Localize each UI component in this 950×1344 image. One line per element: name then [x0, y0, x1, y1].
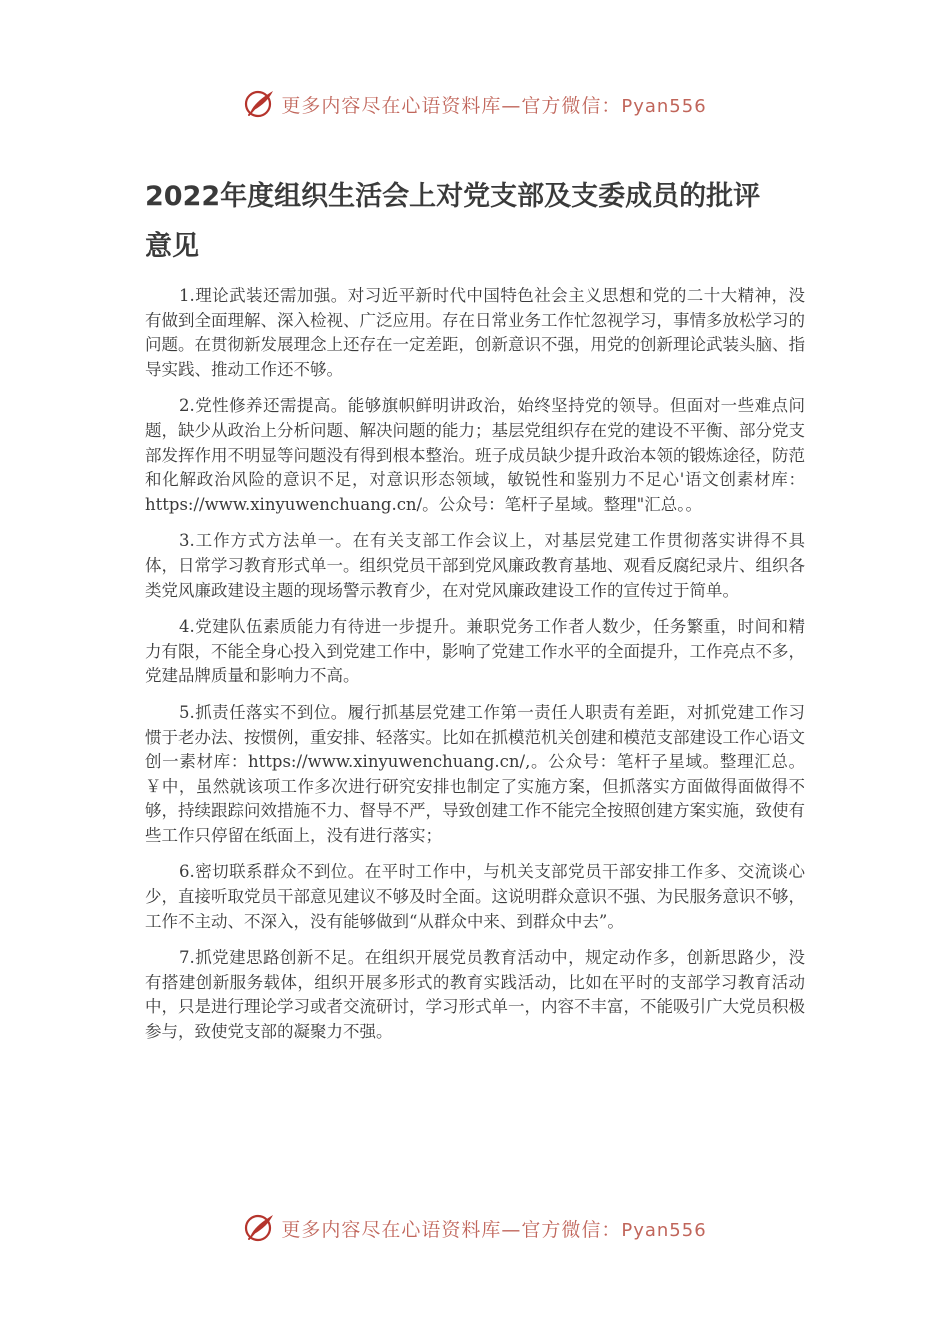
title-line-2: 意见 — [145, 231, 199, 262]
paragraph-1: 1.理论武装还需加强。对习近平新时代中国特色社会主义思想和党的二十大精神，没有做到全面理解、深入检视、广泛应用。存在日常业务工作忙忽视学习，事情多放松学习的问题。在贯彻新发展理念上还存在一定差距，创新意识不强，用党的创新理论武装头脑、指导实践、推动工作还不够。 — [145, 286, 805, 379]
watermark-dash: — — [501, 94, 522, 117]
quill-logo-icon — [243, 1211, 277, 1245]
watermark-dash: — — [501, 1218, 522, 1241]
watermark-contact-label: 官方微信： — [521, 94, 622, 117]
watermark-banner-bottom — [0, 1208, 950, 1248]
paragraph-7: 7.抓党建思路创新不足。在组织开展党员教育活动中，规定动作多，创新思路少，没有搭建创新服务载体，组织开展多形式的教育实践活动，比如在平时的支部学习教育活动中，只是进行理论学习或者交流研讨，学习形式单一，内容不丰富，不能吸引广大党员积极参与，致使党支部的凝聚力不强。 — [145, 948, 805, 1042]
paragraph-2: 2.党性修养还需提高。能够旗帜鲜明讲政治，始终坚持党的领导。但面对一些难点问题，缺少从政治上分析问题、解决问题的能力；基层党组织存在党的建设不平衡、部分党支部发挥作用不明显等问题没有得到根本整治。班子成员缺少提升政治本领的锻炼途径，防范和化解政治风险的意识不足，对意识形态领域，敏锐性和鉴别力不足心'语文创素材库：https://www.xinyuwenchuang.cn/。公众号：笔杆子星域。整理"汇总。。 — [145, 396, 805, 514]
quill-logo-icon — [243, 87, 277, 121]
paragraph-6: 6.密切联系群众不到位。在平时工作中，与机关支部党员干部安排工作多、交流谈心少，直接听取党员干部意见建议不够及时全面。这说明群众意识不强、为民服务意识不够，工作不主动、不深入，没有能够做到“从群众中来、到群众中去”。 — [145, 862, 805, 931]
watermark-brand: 更多内容尽在心语资料库 — [281, 94, 502, 117]
watermark-contact-value: Pyan556 — [621, 95, 707, 117]
paragraph-3: 3.工作方式方法单一。在有关支部工作会议上，对基层党建工作贯彻落实讲得不具体，日常学习教育形式单一。组织党员干部到党风廉政教育基地、观看反腐纪录片、组织各类党风廉政建设主题的现场警示教育少，在对党风廉政建设工作的宣传过于简单。 — [145, 531, 805, 600]
watermark-text — [281, 1215, 706, 1242]
watermark-contact-label: 官方微信： — [521, 1218, 622, 1241]
paragraph-5: 5.抓责任落实不到位。履行抓基层党建工作第一责任人职责有差距，对抓党建工作习惯于老办法、按惯例，重安排、轻落实。比如在抓模范机关创建和模范支部建设工作心语文创一素材库：https://www.xinyuwenchuang.cn/,。公众号：笔杆子星域。整理汇总。￥中，虽然就该项工作多次进行研究安排也制定了实施方案，但抓落实方面做得面做得不够，持续跟踪问效措施不力、督导不严，导致创建工作不能完全按照创建方案实施，致使有些工作只停留在纸面上，没有进行落实； — [145, 702, 805, 845]
document-title — [145, 172, 815, 272]
watermark-brand: 更多内容尽在心语资料库 — [281, 1218, 502, 1241]
document-body — [145, 284, 805, 1057]
watermark-contact-value: Pyan556 — [621, 1219, 707, 1241]
watermark-banner-top — [0, 84, 950, 124]
title-line-1: 2022年度组织生活会上对党支部及支委成员的批评 — [145, 181, 761, 212]
watermark-text — [281, 91, 706, 118]
paragraph-4: 4.党建队伍素质能力有待进一步提升。兼职党务工作者人数少，任务繁重，时间和精力有限，不能全身心投入到党建工作中，影响了党建工作水平的全面提升，工作亮点不多，党建品牌质量和影响力不高。 — [145, 617, 805, 686]
